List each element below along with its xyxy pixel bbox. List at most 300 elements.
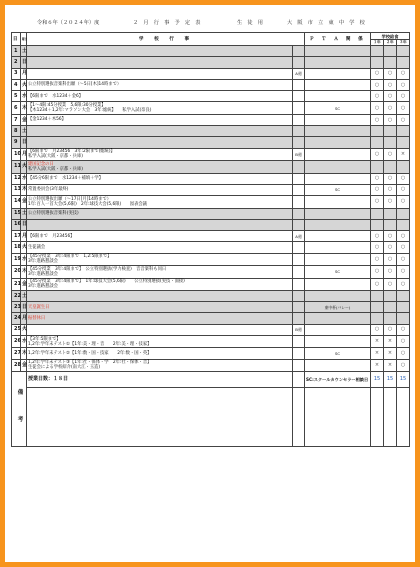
pta-cell: [305, 79, 371, 90]
event-line: 公立特別選抜出願（～17日[月]14時まで）: [28, 196, 112, 202]
event-line: 私学入試(大阪・京都・兵庫): [28, 154, 83, 160]
week-note: [293, 102, 305, 114]
event-line: 公立特別選抜音楽科出願（～5日[木]14時まで）: [28, 82, 122, 88]
week-note: [293, 57, 305, 68]
pta-cell: [305, 137, 371, 148]
day-row: [12, 91, 410, 102]
meal-mark: ○: [397, 359, 410, 371]
meal-mark: ○: [384, 242, 397, 253]
events-cell: [27, 126, 293, 137]
event-line: 生徒会による学校紹介(南大江・玉造): [28, 365, 101, 371]
schedule-table: [11, 32, 410, 447]
events-cell: [27, 137, 293, 148]
weekday: 日: [21, 219, 27, 230]
day-number: 21: [12, 278, 21, 290]
meal-mark: [397, 219, 410, 230]
meal-mark: ○: [371, 102, 384, 114]
day-number: 10: [12, 148, 21, 160]
event-line: 【金1234＋木56】: [28, 117, 66, 123]
day-row: [12, 278, 410, 290]
week-note: [293, 253, 305, 265]
meal-mark: ○: [397, 114, 410, 125]
day-row: [12, 313, 410, 324]
meal-mark: [384, 57, 397, 68]
day-row: [12, 336, 410, 348]
meal-mark: ○: [384, 184, 397, 195]
meal-mark: ○: [371, 68, 384, 79]
day-number: 15: [12, 208, 21, 219]
pta-cell: [305, 219, 371, 230]
day-number: 8: [12, 126, 21, 137]
event-line: 1,2年:学年末テスト②【1年:数・国・技家 2年:数・国・英】: [28, 351, 152, 357]
events-cell: [27, 91, 293, 102]
header-audience: 生 徒 用: [237, 20, 263, 26]
header-title: ２ 月 行 事 予 定 表: [133, 20, 201, 26]
pta-cell: [305, 126, 371, 137]
pta-cell: [305, 324, 371, 335]
day-row: [12, 359, 410, 371]
meal-mark: [397, 302, 410, 313]
meal-mark: ○: [371, 266, 384, 278]
meal-mark: ×: [384, 336, 397, 348]
day-row: [12, 219, 410, 230]
day-number: 16: [12, 219, 21, 230]
pta-cell: SC: [305, 266, 371, 278]
weekday: 水: [21, 336, 27, 348]
meal-mark: ○: [371, 242, 384, 253]
meal-mark: ○: [384, 148, 397, 160]
meal-mark: [384, 137, 397, 148]
pta-cell: [305, 161, 371, 173]
meal-mark: ×: [371, 359, 384, 371]
meal-mark: ○: [397, 173, 410, 184]
day-row: [12, 68, 410, 79]
events-cell: [27, 253, 293, 265]
pta-cell: [305, 196, 371, 208]
event-line: 【木1234＋1,2年:マラソン大会 3年:総統】 私学入試(奈良): [28, 108, 152, 114]
weekday: 土: [21, 290, 27, 301]
event-line: 振替休日: [28, 316, 46, 322]
events-cell: [27, 348, 293, 359]
meal-mark: ○: [371, 278, 384, 290]
day-row: [12, 46, 410, 57]
remarks-label: 備 考: [12, 372, 27, 447]
weekday: 日: [21, 302, 27, 313]
meal-mark: ○: [384, 114, 397, 125]
col-meals: 学校給食: [371, 33, 410, 40]
events-cell: [27, 114, 293, 125]
meal-mark: ○: [371, 79, 384, 90]
events-cell: [27, 173, 293, 184]
events-cell: [27, 231, 293, 242]
meal-mark: ○: [384, 253, 397, 265]
day-number: 26: [12, 336, 21, 348]
meal-mark: ○: [371, 231, 384, 242]
pta-cell: [305, 231, 371, 242]
week-note: [293, 242, 305, 253]
meal-mark: [397, 208, 410, 219]
day-number: 25: [12, 324, 21, 335]
meal-mark: [371, 137, 384, 148]
day-row: [12, 102, 410, 114]
meal-mark: ○: [397, 184, 410, 195]
weekday: 金: [21, 114, 27, 125]
meal-mark: [384, 208, 397, 219]
event-line: 【6限まで 水1234＋金6】: [28, 93, 84, 99]
week-note: [293, 359, 305, 371]
pta-cell: [305, 173, 371, 184]
meal-count-1: 15: [371, 372, 384, 388]
meal-mark: ○: [397, 231, 410, 242]
events-cell: [27, 57, 293, 68]
meal-mark: [397, 161, 410, 173]
pta-cell: [305, 208, 371, 219]
weekday: 水: [21, 91, 27, 102]
day-number: 2: [12, 57, 21, 68]
week-note: [293, 219, 305, 230]
events-cell: [27, 278, 293, 290]
weekday: 金: [21, 278, 27, 290]
week-note: [293, 79, 305, 90]
day-row: [12, 79, 410, 90]
meal-mark: ○: [384, 102, 397, 114]
weekday: 金: [21, 359, 27, 371]
meal-mark: ×: [397, 148, 410, 160]
meal-mark: ○: [371, 148, 384, 160]
weekday: 火: [21, 324, 27, 335]
day-rows: [12, 46, 410, 372]
day-number: 5: [12, 91, 21, 102]
meal-mark: ×: [384, 359, 397, 371]
events-cell: [27, 313, 293, 324]
meal-mark: ○: [371, 196, 384, 208]
day-number: 3: [12, 68, 21, 79]
weekday: 水: [21, 173, 27, 184]
week-note: A週: [293, 68, 305, 79]
weekday: 日: [21, 137, 27, 148]
day-number: 22: [12, 290, 21, 301]
week-note: [293, 208, 305, 219]
day-number: 20: [12, 266, 21, 278]
event-line: 【45分授業 3年:4限まで 1,2:5限まで】: [28, 254, 112, 260]
weekday: 木: [21, 266, 27, 278]
meal-mark: ×: [371, 348, 384, 359]
weekday: 月: [21, 231, 27, 242]
meal-mark: ○: [397, 278, 410, 290]
meal-mark: ○: [384, 231, 397, 242]
day-row: [12, 137, 410, 148]
meal-mark: ○: [384, 278, 397, 290]
meal-mark: ○: [397, 253, 410, 265]
meal-count-3: 15: [397, 372, 410, 388]
meal-mark: ○: [371, 173, 384, 184]
event-line: 【6限まで 月23456 3年:2限まで(総統)】: [28, 149, 115, 155]
header: [5, 19, 415, 27]
meal-mark: ○: [397, 196, 410, 208]
weekday: 木: [21, 102, 27, 114]
meal-mark: ○: [384, 91, 397, 102]
event-line: 1年:百人一首大会(5,6限) 2年:球技大会(5,6限) 図表会議: [28, 201, 147, 207]
events-cell: [27, 208, 293, 219]
weekday: 水: [21, 253, 27, 265]
event-line: 天皇誕生日: [28, 304, 50, 310]
meal-mark: ○: [384, 196, 397, 208]
day-row: [12, 266, 410, 278]
events-cell: [27, 336, 293, 348]
pta-cell: [305, 114, 371, 125]
event-line: 【45分授業 3年:4限まで】 公立特別選抜(学力検査) 音音楽科も同日: [28, 266, 167, 272]
meal-mark: [397, 126, 410, 137]
week-note: [293, 114, 305, 125]
col-meal-2: ２年: [384, 40, 397, 46]
col-events: 学 校 行 事: [27, 33, 305, 46]
week-note: [293, 184, 305, 195]
day-number: 18: [12, 242, 21, 253]
week-note: [293, 348, 305, 359]
weekday: 月: [21, 313, 27, 324]
day-row: [12, 242, 410, 253]
day-row: [12, 126, 410, 137]
weekday: 木: [21, 184, 27, 195]
days-total: 授業日数：１８日: [27, 372, 293, 388]
meal-mark: ○: [384, 79, 397, 90]
meal-mark: ○: [384, 324, 397, 335]
events-cell: [27, 102, 293, 114]
week-note: [293, 91, 305, 102]
day-row: [12, 290, 410, 301]
day-row: [12, 302, 410, 313]
event-line: 【3年:5限まで】: [28, 336, 61, 342]
events-cell: [27, 242, 293, 253]
week-note: [293, 336, 305, 348]
day-number: 6: [12, 102, 21, 114]
event-line: 3年:進路懇談会: [28, 259, 58, 265]
day-number: 14: [12, 196, 21, 208]
day-number: 19: [12, 253, 21, 265]
events-cell: [27, 302, 293, 313]
pta-cell: [305, 148, 371, 160]
meal-mark: [371, 313, 384, 324]
day-row: [12, 114, 410, 125]
pta-cell: 東中杯(バレー): [305, 302, 371, 313]
day-number: 24: [12, 313, 21, 324]
meal-mark: [384, 46, 397, 57]
events-cell: [27, 46, 293, 57]
meal-mark: ×: [371, 336, 384, 348]
meal-mark: ○: [384, 173, 397, 184]
day-row: [12, 161, 410, 173]
event-line: 私学入試(大阪・京都・兵庫): [28, 166, 83, 172]
meal-mark: ○: [397, 102, 410, 114]
weekday: 火: [21, 242, 27, 253]
meal-mark: ○: [397, 79, 410, 90]
meal-mark: [371, 208, 384, 219]
events-cell: [27, 68, 293, 79]
weekday: 月: [21, 68, 27, 79]
event-line: 1,2年:学年末テスト①【1年:美・理・音 2年:美・理・技家】: [28, 341, 152, 347]
meal-count-2: 15: [384, 372, 397, 388]
day-row: [12, 231, 410, 242]
event-line: 【6限まで 月23456】: [28, 233, 75, 239]
day-number: 17: [12, 231, 21, 242]
day-number: 11: [12, 161, 21, 173]
meal-mark: ○: [384, 68, 397, 79]
day-number: 13: [12, 184, 21, 195]
day-number: 27: [12, 348, 21, 359]
day-row: [12, 208, 410, 219]
meal-mark: [384, 219, 397, 230]
pta-cell: [305, 290, 371, 301]
day-number: 4: [12, 79, 21, 90]
meal-mark: ○: [397, 266, 410, 278]
pta-cell: SC: [305, 348, 371, 359]
day-row: [12, 253, 410, 265]
events-cell: [27, 324, 293, 335]
events-cell: [27, 184, 293, 195]
meal-mark: [397, 46, 410, 57]
week-note: [293, 161, 305, 173]
meal-mark: ×: [384, 348, 397, 359]
meal-mark: [371, 219, 384, 230]
meal-mark: ○: [384, 266, 397, 278]
day-number: 7: [12, 114, 21, 125]
meal-mark: ○: [371, 114, 384, 125]
schedule-sheet: [5, 5, 415, 562]
events-cell: [27, 196, 293, 208]
event-line: 生徒議会: [28, 244, 46, 250]
weekday: 日: [21, 57, 27, 68]
event-line: 建国記念の日: [28, 161, 54, 167]
pta-cell: [305, 313, 371, 324]
meal-mark: [371, 302, 384, 313]
pta-cell: SC: [305, 184, 371, 195]
header-year: 令和６年（２０２４年）度: [37, 20, 100, 26]
day-row: [12, 173, 410, 184]
col-meal-1: １年: [371, 40, 384, 46]
weekday: 土: [21, 126, 27, 137]
event-line: 【45分6限まで 水1234＋補填＋学】: [28, 176, 103, 182]
week-note: B週: [293, 324, 305, 335]
pta-cell: [305, 46, 371, 57]
meal-mark: [397, 290, 410, 301]
meal-mark: ○: [397, 68, 410, 79]
week-note: [293, 278, 305, 290]
week-note: [293, 46, 305, 57]
weekday: 土: [21, 46, 27, 57]
events-cell: [27, 219, 293, 230]
pta-cell: SC: [305, 102, 371, 114]
day-row: [12, 148, 410, 160]
sc-note: SC:スクールカウンセラー相談日: [305, 372, 371, 388]
meal-mark: [397, 57, 410, 68]
meal-mark: [371, 57, 384, 68]
week-note: [293, 196, 305, 208]
meal-mark: ○: [371, 184, 384, 195]
col-day: 日: [12, 33, 21, 46]
meal-mark: [371, 161, 384, 173]
meal-mark: ○: [397, 242, 410, 253]
col-meal-3: ３年: [397, 40, 410, 46]
meal-mark: [371, 46, 384, 57]
events-cell: [27, 148, 293, 160]
meal-mark: [384, 126, 397, 137]
meal-mark: [371, 126, 384, 137]
weekday: 木: [21, 348, 27, 359]
col-weekday: 曜日: [21, 33, 27, 46]
week-note: [293, 313, 305, 324]
week-note: [293, 137, 305, 148]
events-cell: [27, 290, 293, 301]
day-number: 28: [12, 359, 21, 371]
day-number: 9: [12, 137, 21, 148]
event-line: 常置委員会(3年最終): [28, 187, 69, 193]
week-note: B週: [293, 148, 305, 160]
week-note: [293, 126, 305, 137]
week-note: [293, 266, 305, 278]
events-cell: [27, 161, 293, 173]
weekday: 火: [21, 79, 27, 90]
meal-mark: ○: [371, 253, 384, 265]
week-note: A週: [293, 231, 305, 242]
pta-cell: [305, 336, 371, 348]
day-row: [12, 57, 410, 68]
meal-mark: [384, 313, 397, 324]
day-row: [12, 324, 410, 335]
meal-mark: [384, 161, 397, 173]
meal-mark: ○: [371, 91, 384, 102]
meal-mark: [384, 302, 397, 313]
pta-cell: [305, 253, 371, 265]
pta-cell: [305, 68, 371, 79]
day-row: [12, 184, 410, 195]
day-number: 23: [12, 302, 21, 313]
meal-mark: [397, 313, 410, 324]
meal-mark: ○: [397, 348, 410, 359]
events-cell: [27, 266, 293, 278]
event-line: 3年:進路懇談会: [28, 284, 58, 290]
events-cell: [27, 79, 293, 90]
event-line: 3年:進路懇談会: [28, 271, 58, 277]
event-line: 公立特別選抜音楽科(実技): [28, 211, 79, 217]
day-number: 12: [12, 173, 21, 184]
day-row: [12, 196, 410, 208]
pta-cell: [305, 91, 371, 102]
col-pta: Ｐ Ｔ Ａ 関 係: [305, 33, 371, 46]
meal-mark: ○: [397, 336, 410, 348]
meal-mark: ○: [397, 91, 410, 102]
pta-cell: [305, 57, 371, 68]
day-row: [12, 348, 410, 359]
weekday: 金: [21, 196, 27, 208]
pta-cell: [305, 242, 371, 253]
week-note: [293, 173, 305, 184]
meal-mark: ○: [371, 324, 384, 335]
weekday: 土: [21, 208, 27, 219]
weekday: 火: [21, 161, 27, 173]
week-note: [293, 290, 305, 301]
event-line: 【1～4限:45分授業 5,6限:30分授業】: [28, 102, 106, 108]
weekday: 月: [21, 148, 27, 160]
event-line: 【45分授業 3年:4限まで】 1年:球技大会(5,6限) 公立特別選抜(実技・面接): [28, 278, 185, 284]
meal-mark: ○: [397, 324, 410, 335]
meal-mark: [384, 290, 397, 301]
meal-mark: [397, 137, 410, 148]
meal-mark: [371, 290, 384, 301]
event-line: 1,2年:学年末テスト③【1年:社・保体・学 2年:社・保体・音】: [28, 360, 152, 366]
week-note: [293, 302, 305, 313]
header-school: 大 阪 市 立 東 中 学 校: [287, 20, 365, 26]
pta-cell: [305, 278, 371, 290]
